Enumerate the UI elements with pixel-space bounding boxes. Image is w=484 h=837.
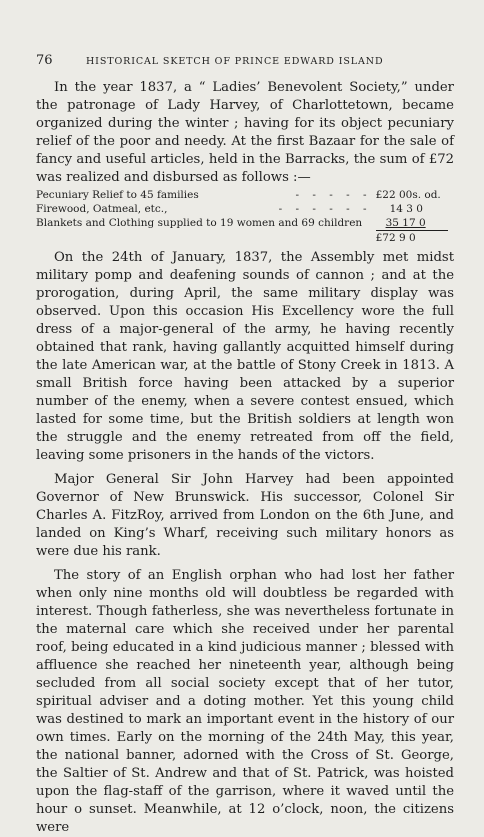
table-row <box>36 188 454 202</box>
table-row <box>36 202 454 216</box>
page-header <box>36 53 446 68</box>
disbursement-table <box>36 188 454 245</box>
page-number: 76 <box>36 53 53 68</box>
running-title: HISTORICAL SKETCH OF PRINCE EDWARD ISLAND <box>86 56 384 67</box>
ledger-dashes: - - - - - <box>295 189 372 201</box>
ledger-total: £72 9 0 <box>376 230 448 245</box>
ledger-amount: £22 00s. od. <box>375 189 441 201</box>
paragraph-governor: Major General Sir John Harvey had been appointed Governor of New Brunswick. His successor, Colonel Sir Charles A. FitzRoy, arrived from London on the 6th June, and landed on King’s Wharf, receiving such military honors as were due his rank. <box>36 472 454 559</box>
ledger-amount: 14 3 0 <box>389 203 423 215</box>
ledger-amount: 35 17 0 <box>385 217 426 229</box>
ledger-item: Blankets and Clothing supplied to 19 women and 69 children <box>36 217 363 229</box>
paragraph-assembly: On the 24th of January, 1837, the Assembly met midst military pomp and deafening sounds of cannon ; and at the prorogation, during April, the same military display was observed. Upon this occasion His Excellency wore the full dress of a major-general of the army, he having recently obtained that rank, having gallantly acquitted himself during the late American war, at the battle of Stony Creek in 1813. A small British force having been attacked by a superior number of the enemy, when a severe contest ensued, which lasted for some time, but the British soldiers at length won the struggle and the enemy retreated from off the field, leaving some prisoners in the hands of the victors. <box>36 250 454 463</box>
ledger-dashes: - - - - - - <box>278 203 372 215</box>
table-row <box>36 216 454 230</box>
paragraph-bazaar: In the year 1837, a “ Ladies’ Benevolent Society,” under the patronage of Lady Harvey, of Charlottetown, became organized during the winter ; having for its object pecuniary relief of the poor and needy. At the first Bazaar for the sale of fancy and useful articles, held in the Barracks, the sum of £72 was realized and disbursed as follows :— <box>36 80 454 185</box>
paragraph-orphan: The story of an English orphan who had lost her father when only nine months old will doubtless be regarded with interest. Though fatherless, she was nevertheless fortunate in the maternal care which she received under her parental roof, being educated in a kind judicious manner ; blessed with affluence she reached her nineteenth year, although being secluded from all social society except that of her tutor, spiritual adviser and a doting mother. Yet this young child was destined to mark an important event in the history of our own times. Early on the morning of the 24th May, this year, the national banner, adorned with the Cross of St. George, the Saltier of St. Andrew and that of St. Patrick, was hoisted upon the flag-staff of the garrison, where it waved until the hour o sunset. Meanwhile, at 12 o’clock, noon, the citizens were <box>36 568 454 835</box>
ledger-item: Pecuniary Relief to 45 families <box>36 189 199 201</box>
page-body <box>36 79 454 837</box>
ledger-item: Firewood, Oatmeal, etc., <box>36 203 168 215</box>
table-total-row <box>36 230 454 245</box>
